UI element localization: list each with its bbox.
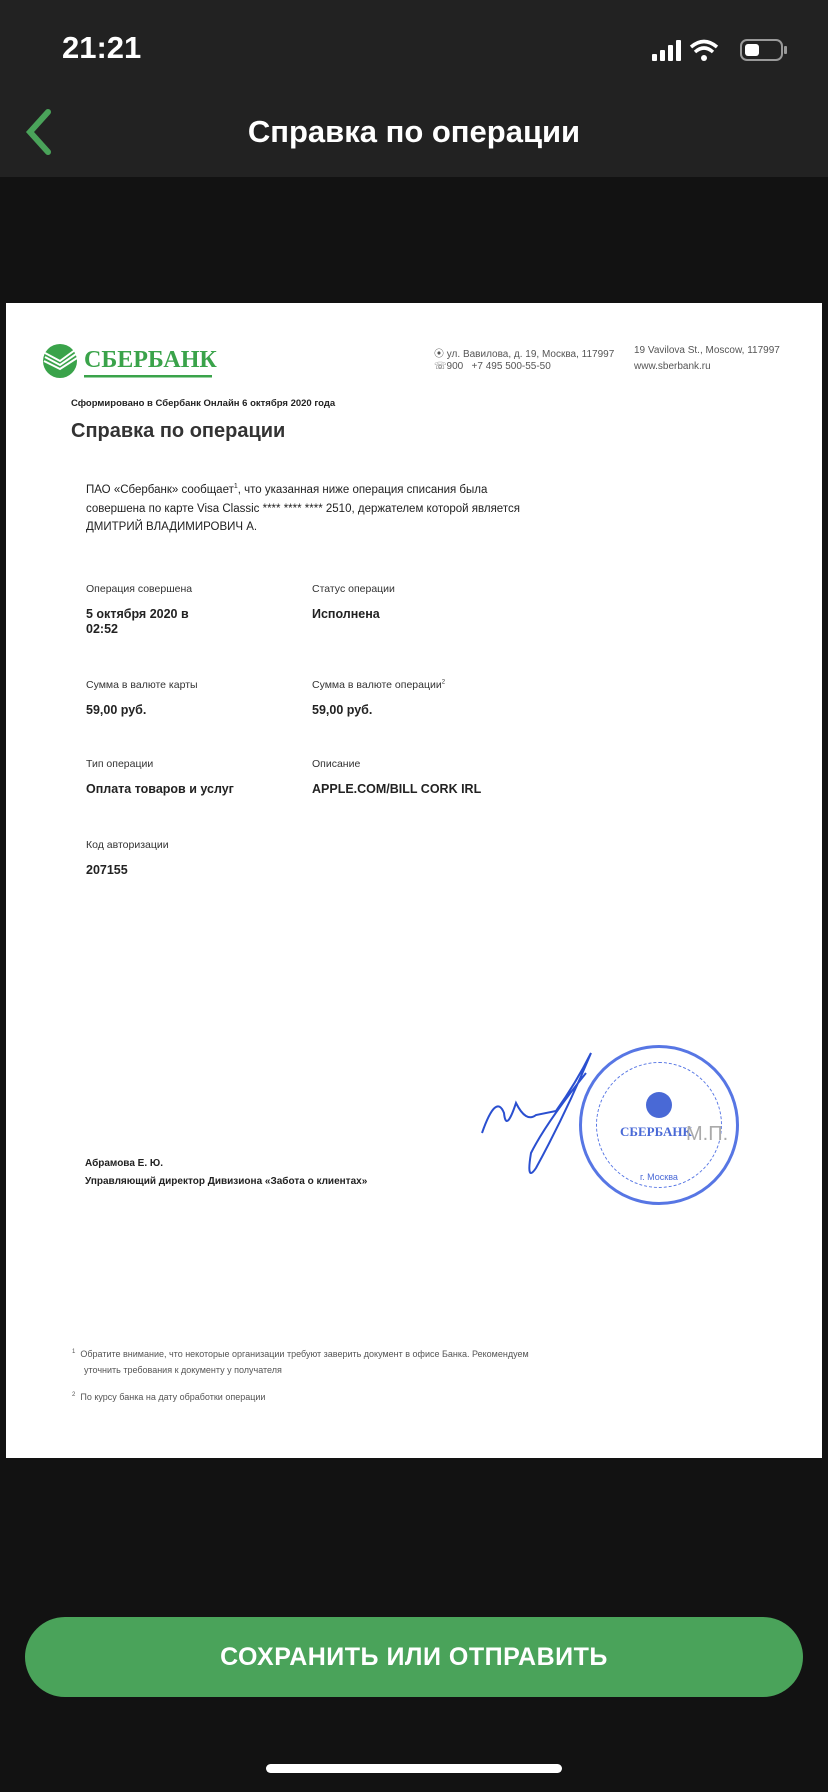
stamp-place-mark: М.П. — [686, 1123, 729, 1145]
website: www.sberbank.ru — [634, 361, 711, 372]
document-title: Справка по операции — [71, 420, 286, 442]
field-value-type: Оплата товаров и услуг — [86, 782, 234, 796]
stamp-city: г. Москва — [640, 1172, 678, 1182]
logo-text: СБЕРБАНК — [84, 347, 217, 373]
sberbank-logo — [42, 341, 217, 386]
footnote-1 — [72, 1349, 529, 1359]
footnote-2 — [72, 1392, 265, 1402]
generated-note: Сформировано в Сбербанк Онлайн 6 октября 2020 года — [71, 398, 336, 409]
footnote-ref-2: 2 — [441, 679, 446, 686]
phone-long: +7 495 500-55-50 — [471, 361, 551, 372]
signer-name: Абрамова Е. Ю. — [85, 1158, 163, 1169]
signal-wifi-battery-icon — [650, 37, 790, 63]
field-value-description: APPLE.COM/BILL CORK IRL — [312, 782, 482, 796]
field-value-card-amount: 59,00 руб. — [86, 703, 147, 717]
address-en: 19 Vavilova St., Moscow, 117997 — [634, 345, 780, 356]
address-ru-text: ул. Вавилова, д. 19, Москва, 117997 — [446, 349, 615, 360]
field-label-type: Тип операции — [86, 758, 154, 770]
field-label-description: Описание — [312, 758, 361, 770]
signer-title: Управляющий директор Дивизиона «Забота о клиентах» — [85, 1176, 368, 1187]
field-value-date: 5 октября 2020 в — [86, 607, 189, 621]
page-title: Справка по операции — [247, 114, 581, 149]
field-value-auth-code: 207155 — [86, 863, 128, 877]
address-ru: ⦿ ул. Вавилова, д. 19, Москва, 117997 — [434, 349, 615, 360]
phone-short: 900 — [446, 361, 464, 372]
field-value-status: Исполнена — [312, 607, 380, 621]
paragraph-line-2: совершена по карте Visa Classic **** **** **** 2510, держателем которой является — [86, 503, 520, 515]
save-or-send-button[interactable]: СОХРАНИТЬ ИЛИ ОТПРАВИТЬ — [25, 1617, 803, 1697]
operation-receipt-document — [6, 303, 822, 1458]
signature-image — [476, 1033, 596, 1183]
p1a: ПАО «Сбербанк» сообщает — [86, 483, 234, 496]
footnote-1-line1: Обратите внимание, что некоторые организации требуют заверить документ в офисе Банка. Рекомендуем — [80, 1349, 529, 1359]
field-label-auth-code: Код авторизации — [86, 839, 169, 851]
field-value-time: 02:52 — [86, 622, 118, 636]
home-indicator[interactable] — [266, 1764, 562, 1773]
field-label-op-amount — [312, 679, 445, 691]
stamp-bank: СБЕРБАНК — [620, 1124, 692, 1139]
header-bar — [0, 0, 828, 177]
footnote-1-num: 1 — [72, 1349, 76, 1355]
op-amount-label: Сумма в валюте операции — [312, 679, 442, 691]
phone: ☏900 +7 495 500-55-50 — [434, 361, 551, 372]
status-time: 21:21 — [62, 30, 142, 65]
field-label-date: Операция совершена — [86, 583, 193, 595]
status-icons — [650, 37, 790, 63]
field-value-op-amount: 59,00 руб. — [312, 703, 373, 717]
field-label-card-amount: Сумма в валюте карты — [86, 679, 198, 691]
paragraph-line-3: ДМИТРИЙ ВЛАДИМИРОВИЧ А. — [86, 521, 258, 533]
paragraph-line-1 — [86, 483, 487, 496]
footnote-1-line2: уточнить требования к документу у получателя — [84, 1365, 282, 1375]
footnote-2-num: 2 — [72, 1392, 76, 1398]
footnote-ref: 1 — [233, 483, 238, 490]
footnote-2-line1: По курсу банка на дату обработки операции — [80, 1392, 266, 1402]
field-label-status: Статус операции — [312, 583, 395, 595]
p1b: , что указанная ниже операция списания была — [237, 483, 488, 496]
